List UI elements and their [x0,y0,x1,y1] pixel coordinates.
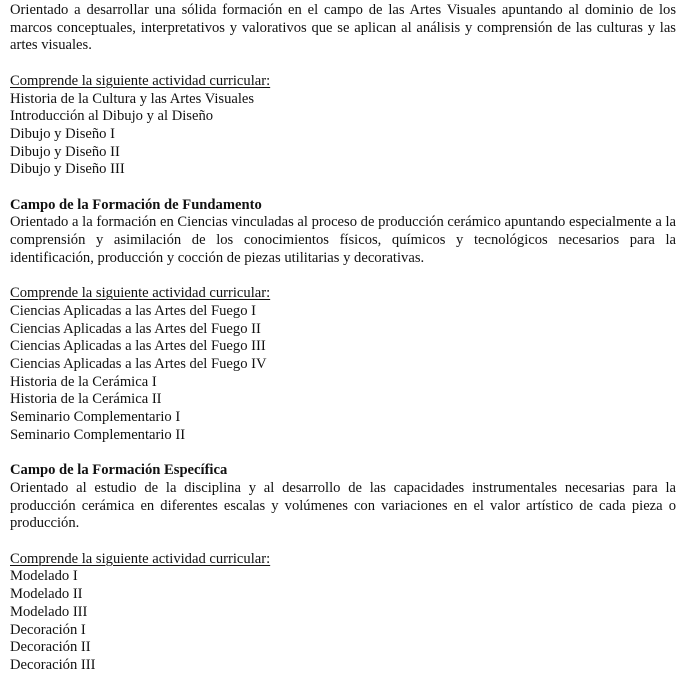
course-item: Modelado II [10,586,83,603]
course-item: Ciencias Aplicadas a las Artes del Fuego II [10,320,261,337]
course-item: Ciencias Aplicadas a las Artes del Fuego III [10,338,266,355]
course-item: Dibujo y Diseño III [10,161,125,178]
section-heading: Campo de la Formación de Fundamento [10,196,262,213]
course-item: Ciencias Aplicadas a las Artes del Fuego I [10,302,257,319]
course-item: Seminario Complementario II [10,426,186,443]
course-item: Decoración I [10,621,86,638]
course-item: Modelado III [10,603,88,620]
course-item: Seminario Complementario I [10,409,181,426]
course-item: Dibujo y Diseño I [10,125,115,142]
course-item: Modelado I [10,568,78,585]
paragraph-gap [10,268,676,286]
curricular-list-intro: Comprende la siguiente actividad curricular: [10,72,271,89]
course-list [10,568,676,674]
paragraph-gap [10,533,676,551]
curricular-list-intro: Comprende la siguiente actividad curricular: [10,285,271,302]
section-description: Orientado a desarrollar una sólida formación en el campo de las Artes Visuales apuntando al dominio de los marcos conceptuales, interpretativos y valorativos que se aplican al análisis y comprensión de las culturas y las artes visuales. [10,2,676,54]
section-description: Orientado al estudio de la disciplina y al desarrollo de las capacidades instrumentales necesarias para la producción cerámica en diferentes escalas y volúmenes con variaciones en el valor artístico de cada pieza o producción. [10,479,676,532]
section-artes-visuales [10,2,676,179]
course-item: Historia de la Cerámica II [10,391,162,408]
course-item: Historia de la Cerámica I [10,373,157,390]
section-heading: Campo de la Formación Específica [10,462,228,479]
document-page [10,2,676,675]
course-item: Decoración III [10,656,96,673]
curricular-list-intro: Comprende la siguiente actividad curricular: [10,550,271,567]
section-description: Orientado a la formación en Ciencias vinculadas al proceso de producción cerámico apuntando especialmente a la comprensión y asimilación de los conocimientos físicos, químicos y tecnológicos necesarios para la identificación, producción y cocción de piezas utilitarias y decorativas. [10,214,676,266]
course-list [10,303,676,445]
section-gap [10,179,676,197]
course-item: Ciencias Aplicadas a las Artes del Fuego IV [10,356,267,373]
course-item: Decoración II [10,639,91,656]
course-list [10,91,676,180]
course-item: Historia de la Cultura y las Artes Visuales [10,90,255,107]
section-gap [10,445,676,463]
section-formacion-fundamento [10,197,676,445]
paragraph-gap [10,55,676,73]
course-item: Introducción al Dibujo y al Diseño [10,108,214,125]
course-item: Dibujo y Diseño II [10,143,120,160]
section-formacion-especifica [10,462,676,674]
